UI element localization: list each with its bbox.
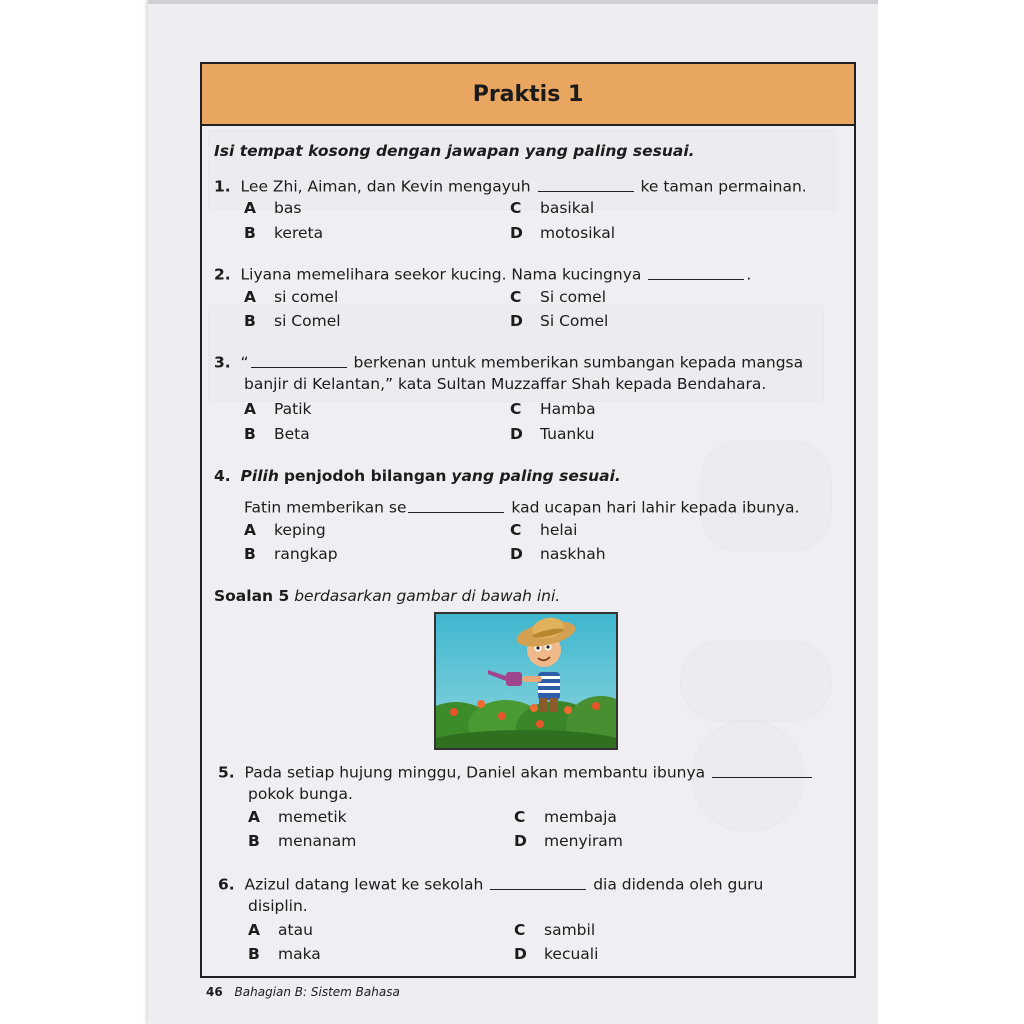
option-b: B rangkap — [244, 545, 338, 563]
option-d: D Si Comel — [510, 312, 609, 330]
option-d: D menyiram — [514, 832, 623, 850]
option-a: A si comel — [244, 288, 339, 306]
question-number: 6. — [218, 875, 235, 894]
answer-blank — [538, 175, 634, 192]
option-b: B menanam — [248, 832, 357, 850]
question-text: ke taman permainan. — [640, 177, 807, 196]
option-c: C Hamba — [510, 400, 596, 418]
option-d: D Tuanku — [510, 425, 595, 443]
question-1 — [214, 175, 807, 196]
open-quote: “ — [240, 353, 249, 372]
soalan-5-label: Soalan 5 berdasarkan gambar di bawah ini. — [214, 587, 561, 605]
option-d: D motosikal — [510, 224, 616, 242]
question-text: Pada setiap hujung minggu, Daniel akan membantu ibunya — [244, 763, 706, 782]
answer-blank — [408, 496, 504, 513]
question-text: Liyana memelihara seekor kucing. Nama kucingnya — [240, 265, 642, 284]
practice-header — [202, 64, 854, 126]
option-c: C sambil — [514, 921, 596, 939]
question-6 — [218, 873, 763, 894]
question-number: 1. — [214, 177, 231, 196]
question-6-line2: disiplin. — [248, 897, 308, 915]
question-number: 2. — [214, 265, 231, 284]
option-b: B si Comel — [244, 312, 341, 330]
option-a: A memetik — [248, 808, 347, 826]
option-a: A bas — [244, 199, 302, 217]
option-a: A keping — [244, 521, 326, 539]
question-4 — [244, 496, 799, 517]
option-c: C helai — [510, 521, 578, 539]
question-number: 4. — [214, 467, 231, 485]
question-2 — [214, 263, 751, 284]
option-c: C membaja — [514, 808, 617, 826]
page-title: Praktis 1 — [472, 81, 584, 107]
section-label: Bahagian B: Sistem Bahasa — [234, 985, 400, 999]
question-number: 3. — [214, 353, 231, 372]
answer-blank — [490, 873, 586, 890]
question-5-line2: pokok bunga. — [248, 785, 353, 803]
question-4-heading: 4. Pilih penjodoh bilangan yang paling sesuai. — [214, 467, 621, 485]
question-text: Lee Zhi, Aiman, dan Kevin mengayuh — [240, 177, 531, 196]
question-text: . — [746, 265, 752, 284]
question-text: berkenan untuk memberikan sumbangan kepada mangsa — [353, 353, 804, 372]
option-d: D naskhah — [510, 545, 606, 563]
option-c: C Si comel — [510, 288, 607, 306]
question-text: kad ucapan hari lahir kepada ibunya. — [511, 498, 800, 517]
option-a: A atau — [248, 921, 313, 939]
option-b: B maka — [248, 945, 321, 963]
option-c: C basikal — [510, 199, 595, 217]
page-top-edge — [148, 0, 878, 4]
question-text: dia didenda oleh guru — [593, 875, 764, 894]
answer-blank — [251, 351, 347, 368]
instruction: Isi tempat kosong dengan jawapan yang paling sesuai. — [214, 142, 695, 160]
option-b: B Beta — [244, 425, 310, 443]
boy-watering-plants-image — [434, 612, 618, 750]
option-d: D kecuali — [514, 945, 599, 963]
question-3 — [214, 351, 803, 372]
page-footer — [206, 985, 400, 999]
answer-blank — [712, 761, 812, 778]
question-number: 5. — [218, 763, 235, 782]
question-text: Azizul datang lewat ke sekolah — [244, 875, 484, 894]
page-number: 46 — [206, 985, 223, 999]
option-a: A Patik — [244, 400, 312, 418]
question-3-line2: banjir di Kelantan,” kata Sultan Muzzaffar Shah kepada Bendahara. — [244, 375, 767, 393]
question-5 — [218, 761, 814, 782]
question-text: Fatin memberikan se — [244, 498, 407, 517]
answer-blank — [648, 263, 744, 280]
option-b: B kereta — [244, 224, 324, 242]
